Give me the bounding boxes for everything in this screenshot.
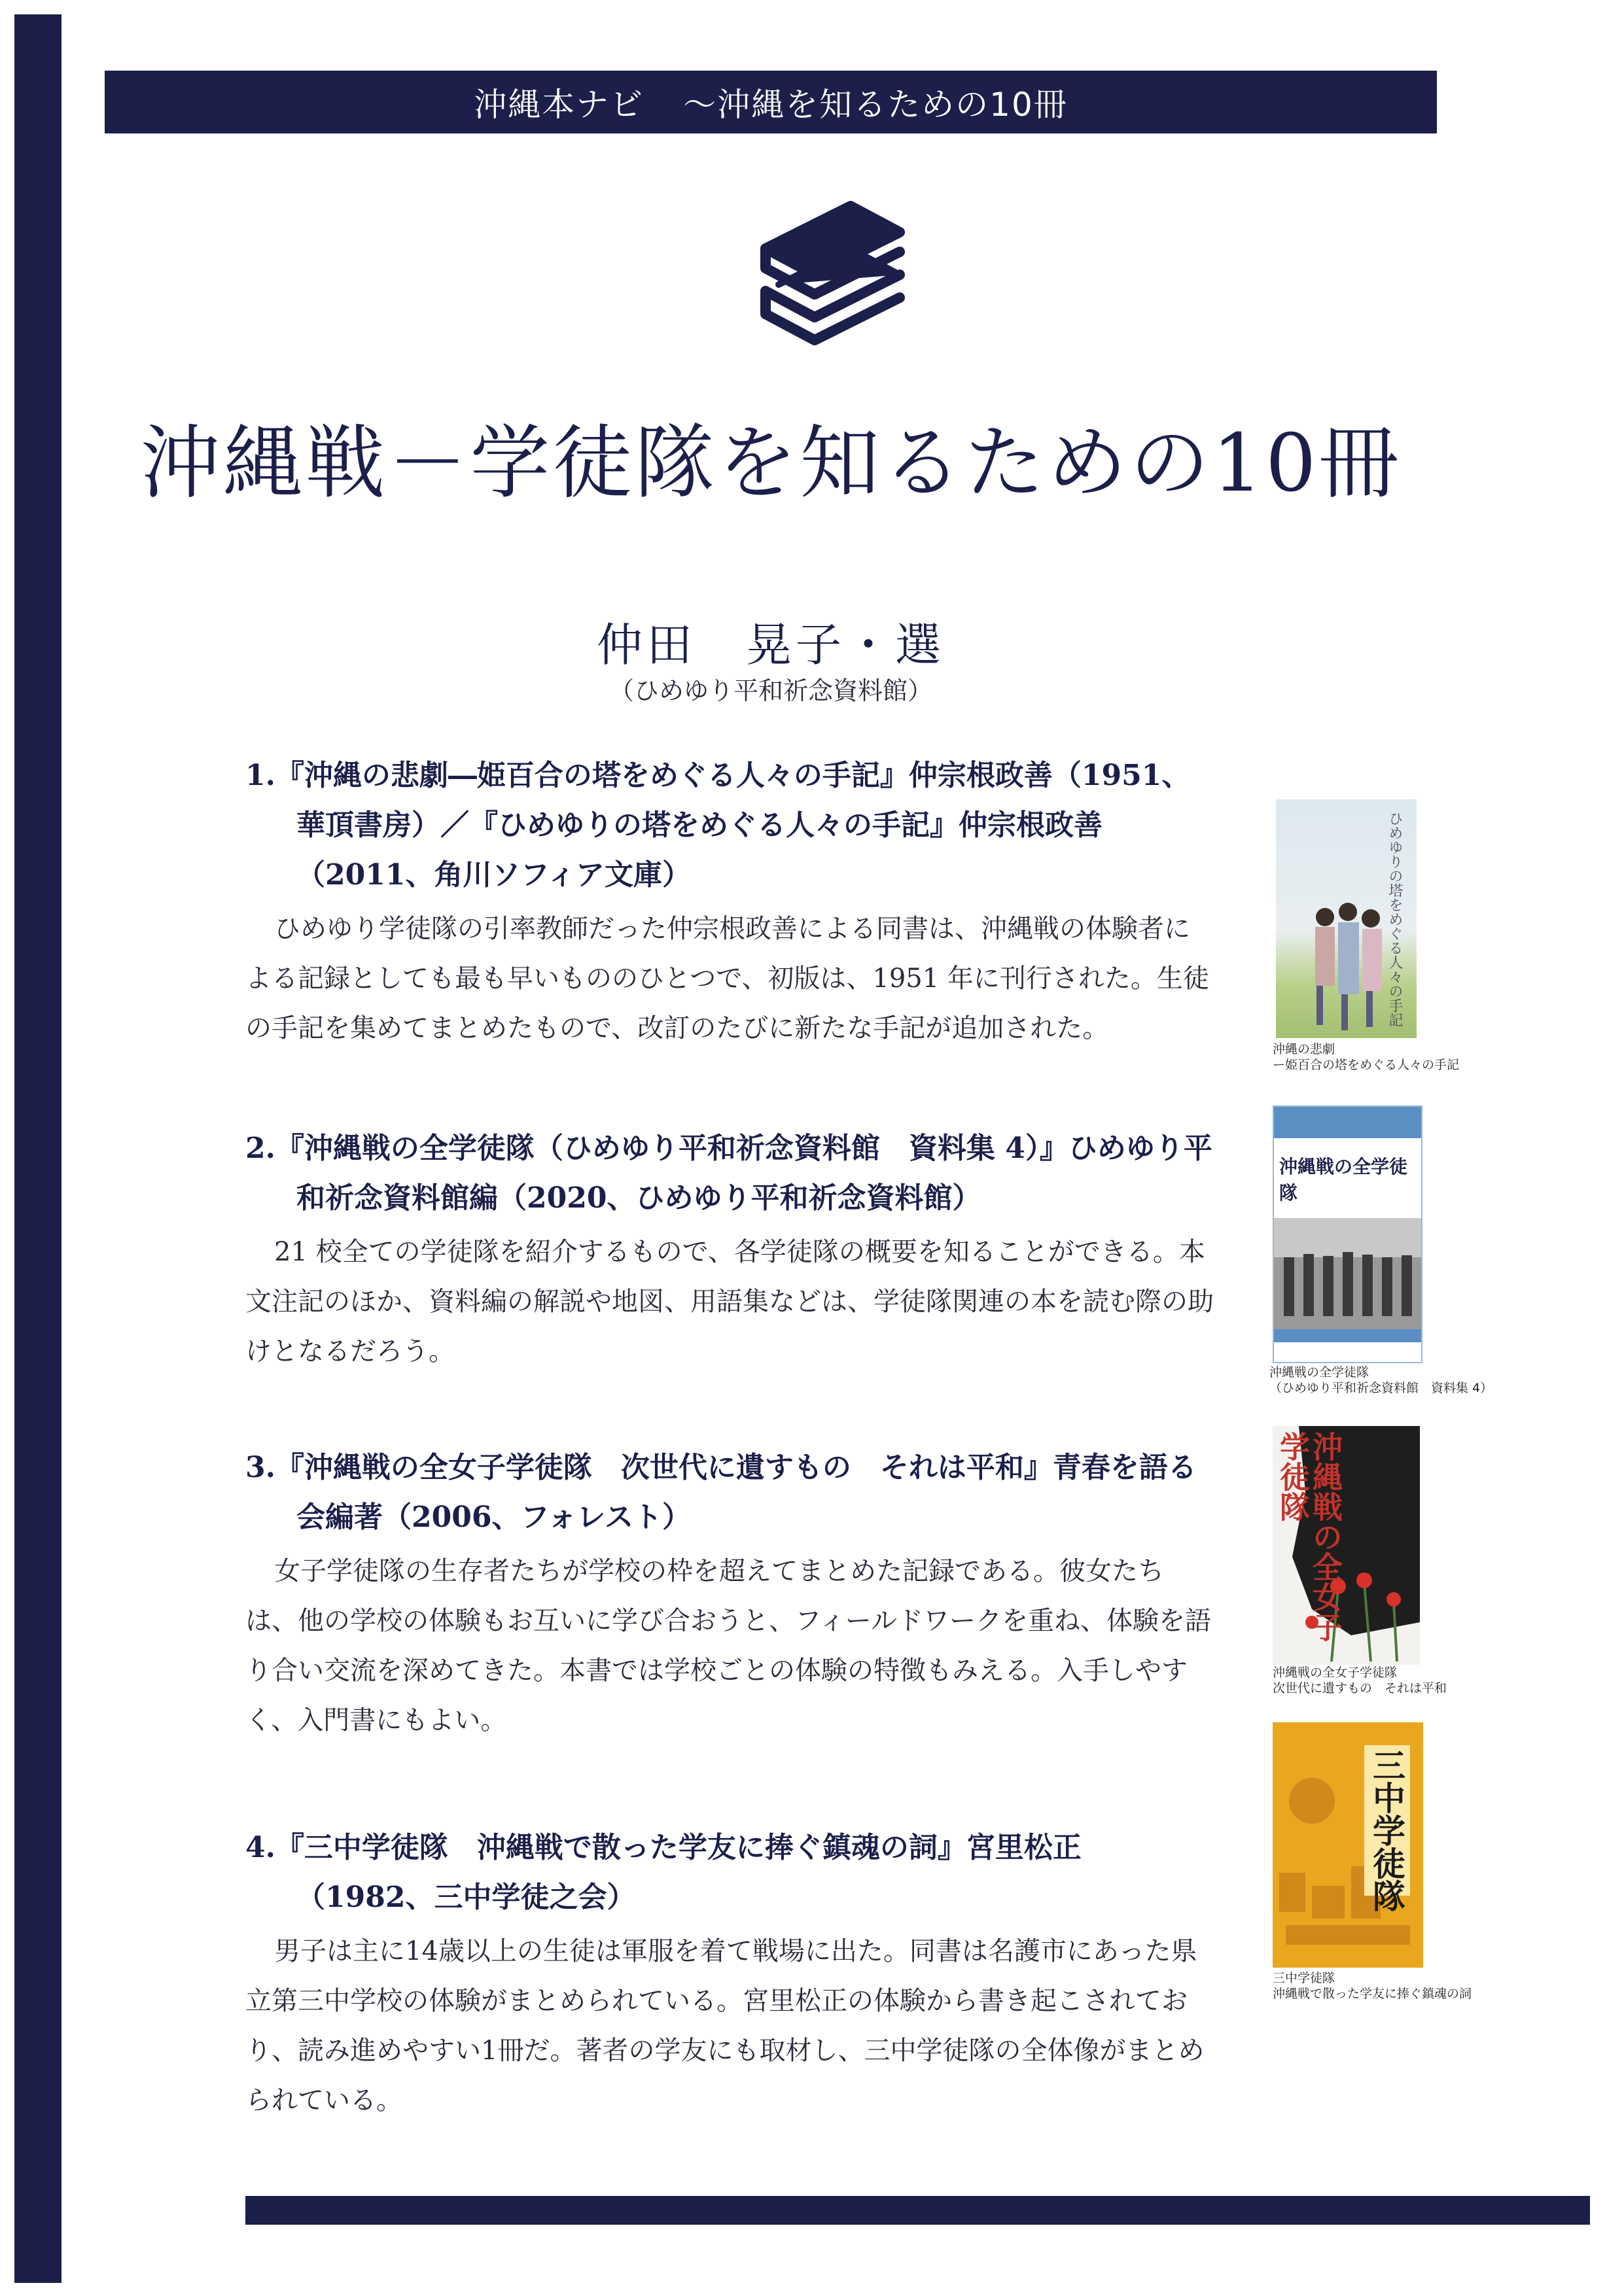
book-entry-2 <box>245 1124 1214 1376</box>
book-entry-3 <box>245 1443 1214 1745</box>
cover-title: ひめゆりの塔をめぐる人々の手記 <box>1386 811 1403 1027</box>
selector-affiliation: （ひめゆり平和祈念資料館） <box>609 676 932 705</box>
book-description: ひめゆり学徒隊の引率教師だった仲宗根政善による同書は、沖縄戦の体験者による記録としても最も早いもののひとつで、初版は、1951 年に刊行された。生徒の手記を集めてまとめたもので、改訂のたびに新たな手記が追加された。 <box>245 914 1209 1043</box>
bottom-decorative-bar <box>245 2196 1590 2225</box>
cover-title: 沖縄戦の全女子学徒隊 <box>1275 1431 1343 1642</box>
cover-title: 沖縄戦の全学徒隊 <box>1279 1156 1408 1204</box>
cover-caption-4: 三中学徒隊 沖縄戦で散った学友に捧ぐ鎮魂の詞 <box>1273 1971 1472 2001</box>
series-name: 沖縄本ナビ <box>474 86 644 124</box>
books-icon <box>752 186 909 357</box>
cover-caption-1: 沖縄の悲劇 ー姫百合の塔をめぐる人々の手記 <box>1273 1042 1460 1072</box>
series-subtitle: ～沖縄を知るための10冊 <box>683 86 1068 124</box>
book-cover-1 <box>1276 799 1417 1038</box>
cover-band <box>1274 1107 1421 1138</box>
book-entry-1 <box>245 751 1214 1053</box>
series-header <box>105 71 1437 133</box>
book-description: 女子学徒隊の生存者たちが学校の枠を超えてまとめた記録である。彼女たちは、他の学校の体験もお互いに学び合おうと、フィールドワークを重ね、体験を語り合い交流を深めてきた。本書では学校ごとの体験の特徴もみえる。入手しやすく、入門書にもよい。 <box>245 1556 1211 1735</box>
book-description: 男子は主に14歳以上の生徒は軍服を着て戦場に出た。同書は名護市にあった県立第三中学校の体験がまとめられている。宮里松正の体験から書き起こされており、読み進めやすい1冊だ。著者の学友にも取材し、三中学徒隊の全体像がまとめられている。 <box>245 1936 1205 2115</box>
cover-caption-3: 沖縄戦の全女子学徒隊 次世代に遺すもの それは平和 <box>1273 1665 1447 1696</box>
book-cover-3 <box>1273 1426 1420 1665</box>
cover-title: 三中学徒隊 <box>1368 1748 1406 1912</box>
book-entry-4 <box>245 1823 1214 2125</box>
cover-illustration <box>1302 897 1394 1035</box>
book-cover-4 <box>1273 1722 1423 1968</box>
book-description: 21 校全ての学徒隊を紹介するもので、各学徒隊の概要を知ることができる。本文注記のほか、資料編の解説や地図、用語集などは、学徒隊関連の本を読む際の助けとなるだろう。 <box>245 1237 1214 1366</box>
left-decorative-bar <box>14 14 62 2283</box>
book-title: 3.『沖縄戦の全女子学徒隊 次世代に遺すもの それは平和』青春を語る会編著（2006、フォレスト） <box>245 1451 1197 1534</box>
book-title: 4.『三中学徒隊 沖縄戦で散った学友に捧ぐ鎮魂の詞』宮里松正（1982、三中学徒之会） <box>245 1831 1082 1914</box>
book-title: 2.『沖縄戦の全学徒隊（ひめゆり平和祈念資料館 資料集 4）』ひめゆり平和祈念資料館編（2020、ひめゆり平和祈念資料館） <box>245 1132 1212 1215</box>
selector-name: 仲田 晃子・選 <box>597 618 945 672</box>
book-cover-2 <box>1273 1105 1422 1363</box>
cover-caption-2: 沖縄戦の全学徒隊 （ひめゆり平和祈念資料館 資料集 4） <box>1269 1365 1493 1395</box>
book-title: 1.『沖縄の悲劇―姫百合の塔をめぐる人々の手記』仲宗根政善（1951、華頂書房）／『ひめゆりの塔をめぐる人々の手記』仲宗根政善（2011、角川ソフィア文庫） <box>245 759 1191 892</box>
page-title: 沖縄戦－学徒隊を知るための10冊 <box>140 417 1402 510</box>
cover-photo <box>1274 1218 1421 1342</box>
